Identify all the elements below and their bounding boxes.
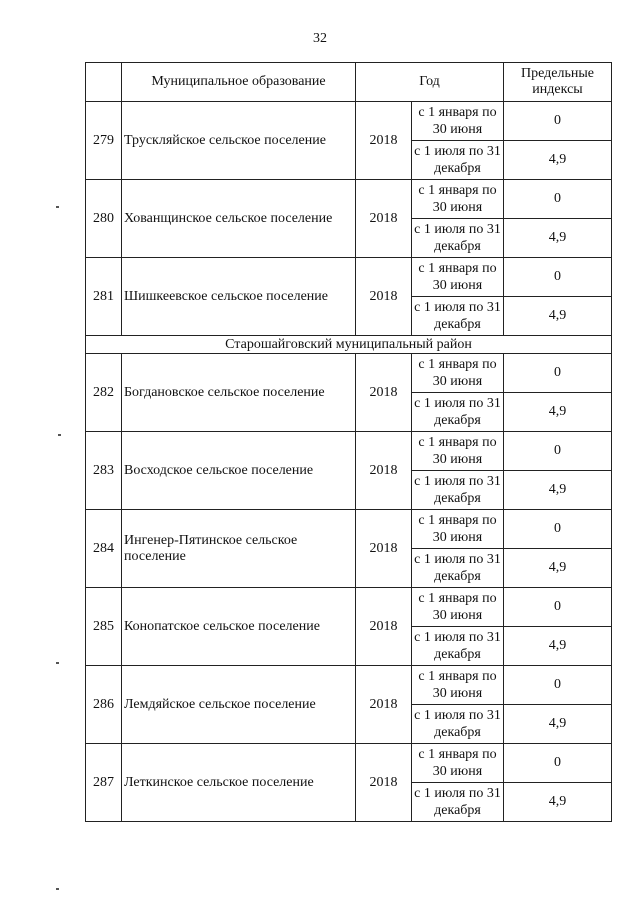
period-cell: с 1 января по 30 июня (412, 354, 504, 393)
year-cell: 2018 (356, 666, 412, 744)
period-cell: с 1 июля по 31 декабря (412, 141, 504, 180)
index-value: 0 (504, 588, 612, 627)
municipality-name: Шишкеевское сельское поселение (122, 258, 356, 336)
row-number: 285 (86, 588, 122, 666)
header-year: Год (356, 63, 504, 102)
index-value: 0 (504, 510, 612, 549)
year-cell: 2018 (356, 258, 412, 336)
scan-mark (56, 888, 59, 890)
year-cell: 2018 (356, 432, 412, 510)
index-value: 0 (504, 666, 612, 705)
year-cell: 2018 (356, 102, 412, 180)
row-number: 287 (86, 744, 122, 822)
year-cell: 2018 (356, 588, 412, 666)
index-value: 0 (504, 180, 612, 219)
row-number: 280 (86, 180, 122, 258)
table-row (86, 666, 612, 705)
period-cell: с 1 января по 30 июня (412, 432, 504, 471)
table-row (86, 744, 612, 783)
year-cell: 2018 (356, 354, 412, 432)
index-value: 4,9 (504, 627, 612, 666)
period-cell: с 1 января по 30 июня (412, 510, 504, 549)
period-cell: с 1 января по 30 июня (412, 102, 504, 141)
period-cell: с 1 января по 30 июня (412, 666, 504, 705)
index-value: 4,9 (504, 549, 612, 588)
municipality-name: Конопатское сельское поселение (122, 588, 356, 666)
period-cell: с 1 июля по 31 декабря (412, 219, 504, 258)
index-value: 4,9 (504, 393, 612, 432)
page-number: 32 (313, 31, 327, 46)
period-cell: с 1 июля по 31 декабря (412, 471, 504, 510)
table-body (86, 102, 612, 822)
period-cell: с 1 января по 30 июня (412, 258, 504, 297)
index-value: 0 (504, 432, 612, 471)
period-cell: с 1 июля по 31 декабря (412, 549, 504, 588)
index-value: 0 (504, 354, 612, 393)
municipality-name: Лемдяйское сельское поселение (122, 666, 356, 744)
header-index: Предельные индексы (504, 63, 612, 102)
header-municipality: Муниципальное образование (122, 63, 356, 102)
period-cell: с 1 июля по 31 декабря (412, 297, 504, 336)
region-row (86, 336, 612, 354)
table-header-row (86, 63, 612, 102)
scan-mark (56, 662, 59, 664)
table-row (86, 180, 612, 219)
scan-mark (58, 434, 61, 436)
header-number (86, 63, 122, 102)
table-row (86, 588, 612, 627)
row-number: 281 (86, 258, 122, 336)
index-value: 4,9 (504, 219, 612, 258)
municipality-name: Богдановское сельское поселение (122, 354, 356, 432)
municipality-name: Трускляйское сельское поселение (122, 102, 356, 180)
index-value: 0 (504, 258, 612, 297)
row-number: 282 (86, 354, 122, 432)
index-value: 4,9 (504, 297, 612, 336)
table-row (86, 258, 612, 297)
row-number: 286 (86, 666, 122, 744)
index-value: 0 (504, 744, 612, 783)
municipality-name: Леткинское сельское поселение (122, 744, 356, 822)
year-cell: 2018 (356, 510, 412, 588)
municipality-name: Ингенер-Пятинское сельское поселение (122, 510, 356, 588)
index-value: 4,9 (504, 471, 612, 510)
table-row (86, 432, 612, 471)
index-value: 4,9 (504, 705, 612, 744)
period-cell: с 1 июля по 31 декабря (412, 393, 504, 432)
index-value: 0 (504, 102, 612, 141)
table-row (86, 102, 612, 141)
tariff-index-table (85, 62, 612, 822)
row-number: 279 (86, 102, 122, 180)
period-cell: с 1 января по 30 июня (412, 588, 504, 627)
municipality-name: Восходское сельское поселение (122, 432, 356, 510)
region-title: Старошайговский муниципальный район (86, 336, 612, 354)
scan-mark (56, 206, 59, 208)
period-cell: с 1 июля по 31 декабря (412, 783, 504, 822)
index-value: 4,9 (504, 141, 612, 180)
year-cell: 2018 (356, 180, 412, 258)
row-number: 283 (86, 432, 122, 510)
year-cell: 2018 (356, 744, 412, 822)
municipality-name: Хованщинское сельское поселение (122, 180, 356, 258)
period-cell: с 1 июля по 31 декабря (412, 705, 504, 744)
period-cell: с 1 января по 30 июня (412, 180, 504, 219)
table-row (86, 354, 612, 393)
index-value: 4,9 (504, 783, 612, 822)
period-cell: с 1 июля по 31 декабря (412, 627, 504, 666)
period-cell: с 1 января по 30 июня (412, 744, 504, 783)
table-row (86, 510, 612, 549)
row-number: 284 (86, 510, 122, 588)
